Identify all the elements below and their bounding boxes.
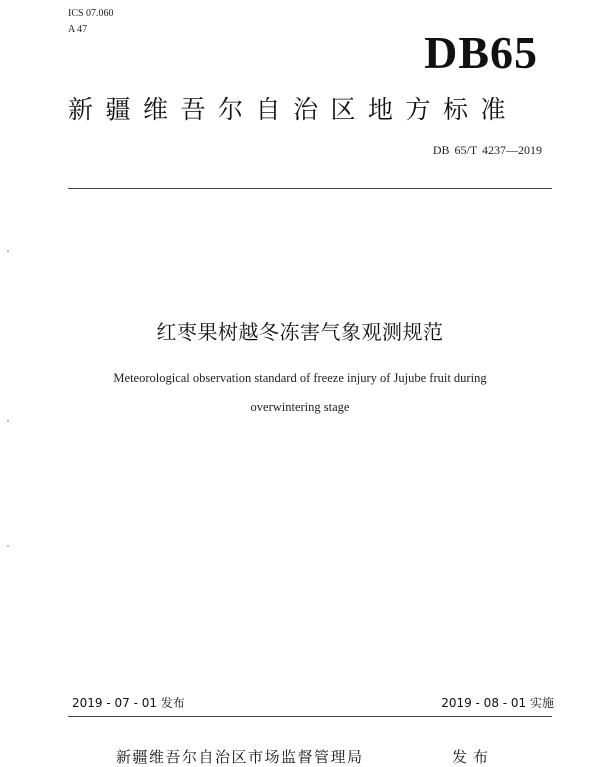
standard-type-heading: 新疆维吾尔自治区地方标准 — [68, 95, 519, 124]
title-english-line-2: overwintering stage — [250, 400, 350, 414]
scan-speck — [7, 250, 9, 252]
standard-number: DB 65/T 4237—2019 — [432, 143, 542, 157]
db65-logo: DB65 — [424, 27, 538, 78]
ics-code: ICS 07.060 — [68, 8, 114, 19]
issue-date: 2019 - 07 - 01 发布 — [72, 696, 185, 710]
ccs-code: A 47 — [68, 24, 88, 35]
title-chinese: 红枣果树越冬冻害气象观测规范 — [156, 320, 444, 344]
implementation-date: 2019 - 08 - 01 实施 — [441, 696, 554, 710]
header-divider — [68, 188, 552, 189]
title-english-line-1: Meteorological observation standard of freeze injury of Jujube fruit during — [113, 371, 487, 385]
issue-label: 发布 — [452, 748, 495, 766]
issuing-authority: 新疆维吾尔自治区市场监督管理局 — [116, 748, 364, 766]
scan-speck — [7, 420, 9, 422]
scan-speck — [7, 545, 9, 547]
footer-divider — [68, 716, 552, 717]
